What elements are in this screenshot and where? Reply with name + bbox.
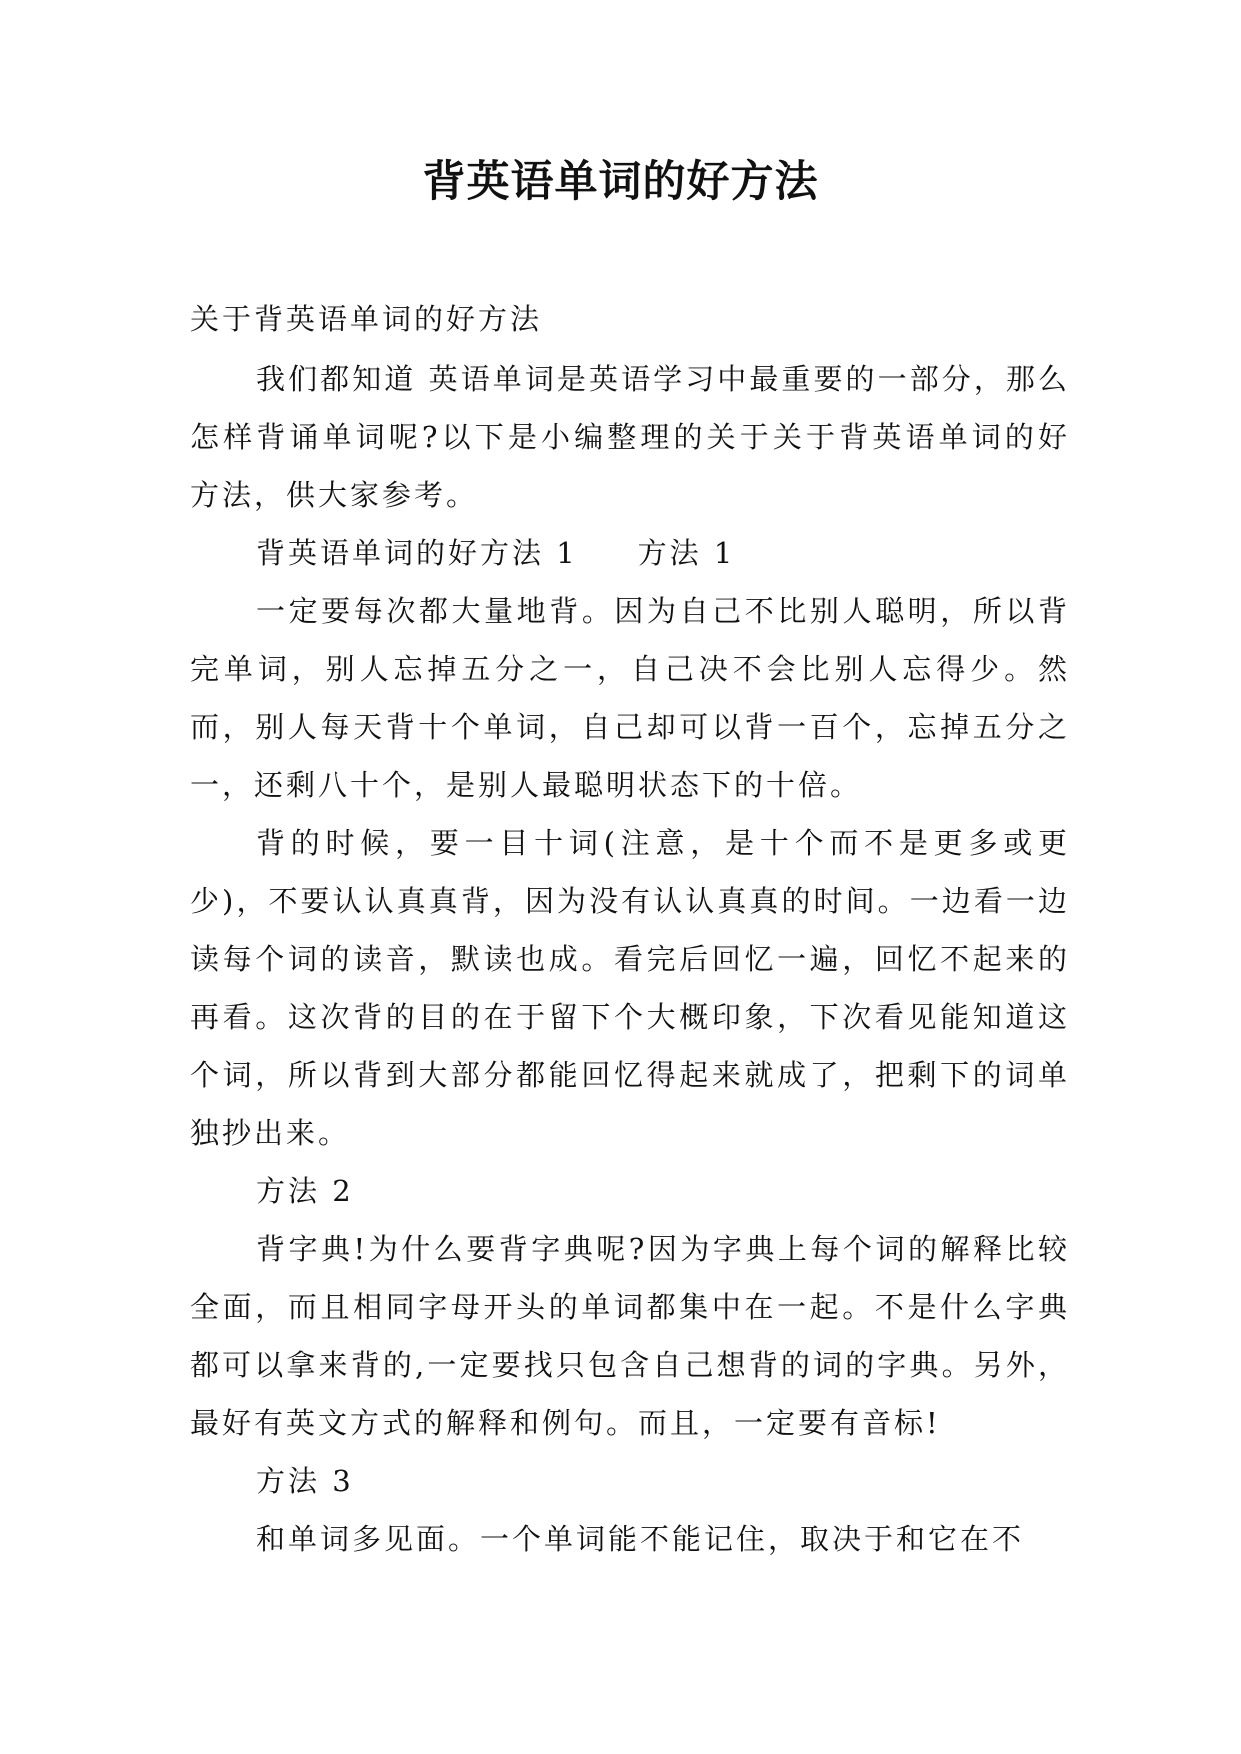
section-heading: 背英语单词的好方法 1 <box>256 536 578 570</box>
intro-paragraph: 我们都知道 英语单词是英语学习中最重要的一部分，那么怎样背诵单词呢?以下是小编整理的关于关于背英语单词的好方法，供大家参考。 <box>190 362 1070 512</box>
method-1-paragraph-2: 背的时候，要一目十词(注意，是十个而不是更多或更少)，不要认认真真背，因为没有认认真真的时间。一边看一边读每个词的读音，默读也成。看完后回忆一遍，回忆不起来的再看。这次背的目的在于留下个大概印象，下次看见能知道这个词，所以背到大部分都能回忆得起来就成了，把剩下的词单独抄出来。 <box>190 826 1070 1150</box>
method-1-paragraph-1: 一定要每次都大量地背。因为自己不比别人聪明，所以背完单词，别人忘掉五分之一，自己决不会比别人忘得少。然而，别人每天背十个单词，自己却可以背一百个，忘掉五分之一，还剩八十个，是别人最聪明状态下的十倍。 <box>190 594 1070 802</box>
document-subtitle: 关于背英语单词的好方法 <box>190 302 543 336</box>
document-title: 背英语单词的好方法 <box>422 157 819 207</box>
method-2-heading: 方法 2 <box>256 1174 354 1208</box>
document-body <box>190 290 1070 1568</box>
method-3-paragraph: 和单词多见面。一个单词能不能记住，取决于和它在不 <box>256 1522 1025 1556</box>
method-1-heading: 方法 1 <box>637 536 736 570</box>
method-3-heading: 方法 3 <box>256 1464 354 1498</box>
method-2-paragraph: 背字典!为什么要背字典呢?因为字典上每个词的解释比较全面，而且相同字母开头的单词都集中在一起。不是什么字典都可以拿来背的,一定要找只包含自己想背的词的字典。另外，最好有英文方式的解释和例句。而且，一定要有音标! <box>190 1232 1070 1440</box>
section-heading-line <box>190 524 1070 582</box>
